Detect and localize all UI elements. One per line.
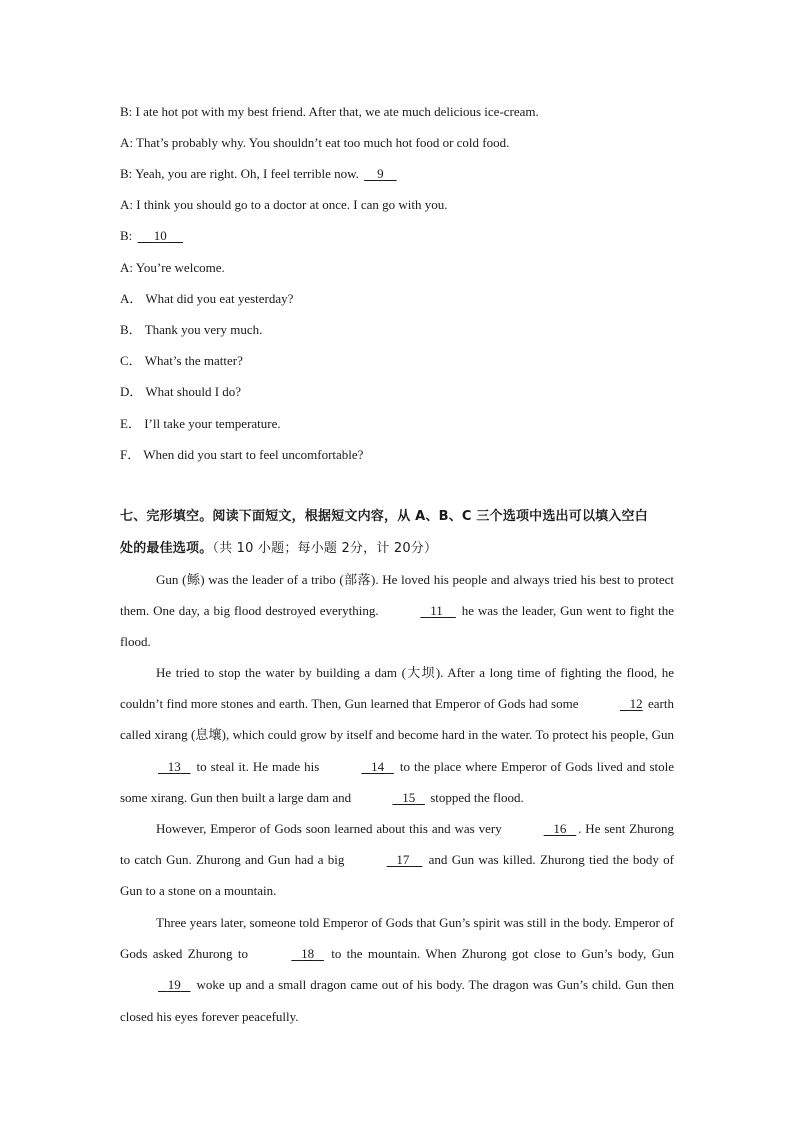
blank-number: 9	[377, 166, 384, 181]
dialogue-line-6	[120, 260, 225, 276]
dialogue-text: That’s probably why. You shouldn’t eat too much hot food or cold food.	[136, 135, 510, 150]
blank-number: 10	[153, 228, 167, 243]
option-text: Thank you very much.	[144, 322, 263, 337]
option-letter: C．	[120, 353, 142, 368]
option-a	[120, 291, 293, 307]
section-scoring: （共 10 小题；每小题 2分，计 20分）	[212, 541, 438, 556]
option-f	[120, 447, 363, 463]
section-heading-line-1	[120, 509, 648, 525]
passage-text: . He sent Zhurong to catch Gun. Zhurong and Gun had a big	[120, 821, 674, 868]
blank-14[interactable]	[323, 751, 396, 782]
dialogue-line-2	[120, 135, 509, 151]
blank-12[interactable]	[582, 688, 645, 719]
blank-11[interactable]	[383, 595, 458, 626]
dialogue-line-1	[120, 104, 539, 120]
passage-paragraph-3	[120, 813, 674, 907]
blank-number: 15	[402, 789, 416, 805]
blank-13[interactable]	[120, 751, 193, 782]
option-d	[120, 384, 241, 400]
option-text: What should I do?	[145, 384, 242, 399]
speaker-label: A:	[120, 260, 133, 275]
section-heading: 七、完形填空。阅读下面短文，根据短文内容，从 A、B、C 三个选项中选出可以填入空白	[120, 509, 648, 524]
passage-text: he was the leader, Gun went to fight the flood.	[120, 603, 674, 650]
passage-paragraph-4	[120, 907, 674, 1032]
passage-text: earth called xirang (息壤), which could grow by itself and become hard in the water. To protect his people, Gun	[120, 696, 674, 743]
speaker-label: B:	[120, 104, 133, 119]
passage-text: to steal it. He made his	[196, 758, 320, 774]
option-text: I’ll take your temperature.	[144, 416, 281, 431]
option-text: What’s the matter?	[144, 353, 243, 368]
dialogue-line-5	[120, 228, 185, 244]
option-e	[120, 416, 281, 432]
blank-9[interactable]	[362, 166, 399, 182]
blank-number: 11	[430, 603, 443, 619]
section-heading: 处的最佳选项。	[120, 541, 213, 556]
option-letter: D．	[120, 384, 143, 399]
blank-18[interactable]	[253, 938, 326, 969]
dialogue-text: Yeah, you are right. Oh, I feel terrible now.	[135, 166, 359, 181]
passage-paragraph-2	[120, 657, 674, 813]
passage-text: and Gun was killed. Zhurong tied the body of Gun to a stone on a mountain.	[120, 852, 674, 899]
blank-17[interactable]	[349, 844, 425, 875]
option-b	[120, 322, 262, 338]
blank-16[interactable]	[506, 813, 579, 844]
dialogue-line-4	[120, 197, 447, 213]
blank-number: 19	[167, 977, 181, 993]
speaker-label: B:	[120, 228, 133, 243]
speaker-label: A:	[120, 135, 133, 150]
blank-number: 17	[396, 852, 410, 868]
blank-number: 13	[167, 758, 181, 774]
blank-number: 18	[301, 946, 315, 962]
blank-15[interactable]	[354, 782, 427, 813]
dialogue-text: You’re welcome.	[135, 260, 225, 275]
option-letter: B．	[120, 322, 142, 337]
dialogue-line-3	[120, 166, 399, 182]
passage-text: woke up and a small dragon came out of his body. The dragon was Gun’s child. Gun then closed his eyes forever peacefully.	[120, 977, 674, 1024]
speaker-label: A:	[120, 197, 133, 212]
passage-text: Three years later, someone told Emperor of Gods that Gun’s spirit was still in the body. Emperor of Gods asked Zhurong to	[120, 915, 674, 962]
blank-10[interactable]	[136, 228, 186, 244]
passage-text: to the mountain. When Zhurong got close to Gun’s body, Gun	[331, 946, 674, 962]
blank-number: 12	[629, 696, 643, 712]
blank-19[interactable]	[120, 969, 193, 1000]
passage-text: Gun (鲧) was the leader of a tribo (部落). He loved his people and always tried his best to protect them. One day, a big flood destroyed everything.	[120, 572, 674, 619]
section-heading-line-2	[120, 541, 437, 557]
option-letter: F．	[120, 447, 141, 462]
passage-paragraph-1	[120, 564, 674, 658]
passage-text: He tried to stop the water by building a dam (大坝). After a long time of fighting the flood, he couldn’t find more stones and earth. Then, Gun learned that Emperor of Gods had some	[120, 665, 674, 712]
option-letter: A．	[120, 291, 143, 306]
option-text: What did you eat yesterday?	[145, 291, 294, 306]
option-c	[120, 353, 243, 369]
passage-text: stopped the flood.	[430, 789, 524, 805]
passage-text: to the place where Emperor of Gods lived and stole some xirang. Gun then built a large dam and	[120, 758, 675, 805]
dialogue-text: I think you should go to a doctor at once. I can go with you.	[136, 197, 448, 212]
speaker-label: B:	[120, 166, 133, 181]
blank-number: 14	[371, 758, 385, 774]
passage-text: However, Emperor of Gods soon learned about this and was very	[156, 821, 502, 836]
option-text: When did you start to feel uncomfortable?	[143, 447, 364, 462]
blank-number: 16	[553, 821, 567, 836]
option-letter: E．	[120, 416, 141, 431]
dialogue-text: I ate hot pot with my best friend. After that, we ate much delicious ice-cream.	[135, 104, 539, 119]
